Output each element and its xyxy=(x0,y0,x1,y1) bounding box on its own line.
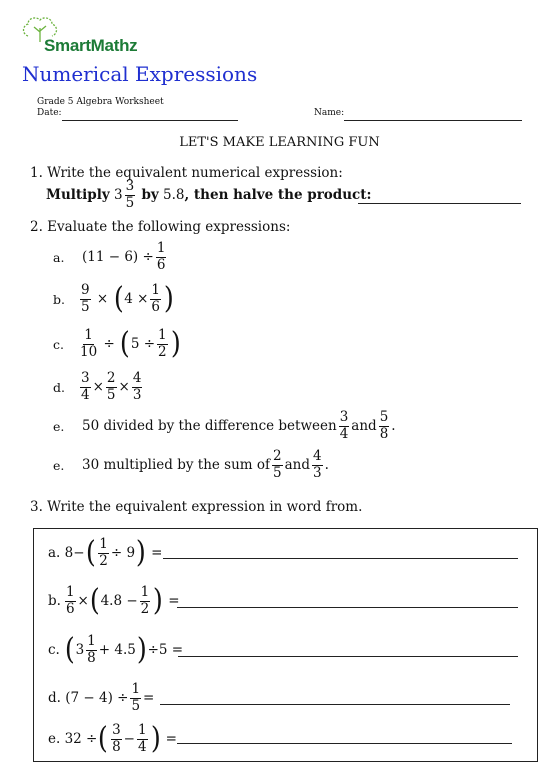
q2-item-e1: e. 50 divided by the difference between $\frac{3}{4}$ and $\frac{5}{8}$ . xyxy=(53,409,396,442)
q3-letter-d: d. xyxy=(48,690,61,706)
q3-c-answer-line[interactable] xyxy=(178,656,518,657)
q2-letter-c: c. xyxy=(53,336,64,352)
date-label: Date: xyxy=(37,108,62,118)
smartmathz-logo xyxy=(20,14,200,56)
tagline: LET'S MAKE LEARNING FUN xyxy=(179,135,380,150)
q3-item-d: d. (7 − 4) ÷ $\frac{1}{5}$ = xyxy=(48,681,155,714)
q2-e2-text: 30 multiplied by the sum of xyxy=(82,457,271,473)
q2-item-d: d. $\frac{3}{4}$ × $\frac{2}{5}$ × $\frac{4}{3}$ xyxy=(53,370,142,403)
q3-a-answer-line[interactable] xyxy=(163,558,518,559)
q1-answer-line[interactable] xyxy=(358,203,521,204)
q2-letter-e1: e. xyxy=(53,418,65,434)
grade-label: Grade 5 Algebra Worksheet xyxy=(37,97,164,107)
q2-e2-end: . xyxy=(324,457,329,473)
q1-mixed-whole: 3 xyxy=(113,187,123,203)
q1-bold-start: Multiply xyxy=(46,187,110,203)
worksheet-title: Numerical Expressions xyxy=(22,62,258,86)
q2-letter-b: b. xyxy=(53,291,65,307)
q2-e1-join: and xyxy=(351,418,377,434)
q1-mixed-den: 5 xyxy=(125,194,135,211)
date-line xyxy=(62,120,238,121)
q3-item-a: a. 8− ( $\frac{1}{2}$ ÷ 9 ) = xyxy=(48,535,163,570)
q1-expression xyxy=(46,180,372,210)
q3-e-answer-line[interactable] xyxy=(177,743,512,744)
q3-prompt: 3. Write the equivalent expression in word from. xyxy=(30,499,363,515)
q1-value: 5.8 xyxy=(163,187,185,203)
q3-item-e: e. 32 ÷ ( $\frac{3}{8}$ − $\frac{1}{4}$ ) = xyxy=(48,721,177,756)
q3-letter-c: c. xyxy=(48,642,60,658)
q3-item-b: b. $\frac{1}{6}$ × ( 4.8 − $\frac{1}{2}$ ) = xyxy=(48,583,180,618)
q2-item-b: b. $\frac{9}{5}$ × ( 4 × $\frac{1}{6}$ ) xyxy=(53,281,174,316)
q2-prompt: 2. Evaluate the following expressions: xyxy=(30,219,291,235)
q1-mixed-num: 3 xyxy=(125,178,135,194)
q1-bold-end: , then halve the product: xyxy=(184,187,372,203)
q1-by: by xyxy=(141,187,159,203)
q1-prompt: 1. Write the equivalent numerical expression: xyxy=(30,165,343,181)
q2-item-c: c. $\frac{1}{10}$ ÷ ( 5 ÷ $\frac{1}{2}$ ) xyxy=(53,326,181,361)
q3-d-answer-line[interactable] xyxy=(160,704,510,705)
q3-b-answer-line[interactable] xyxy=(177,607,518,608)
q2-e2-join: and xyxy=(284,457,311,473)
name-label: Name: xyxy=(314,108,345,118)
q2-e1-text: 50 divided by the difference between xyxy=(82,418,337,434)
q3-letter-e: e. xyxy=(48,731,61,747)
q2-item-e2: e. 30 multiplied by the sum of $\frac{2}{5}$ and $\frac{4}{3}$ . xyxy=(53,448,329,481)
q3-letter-b: b. xyxy=(48,593,61,609)
q3-letter-a: a. xyxy=(48,545,61,561)
q2-letter-d: d. xyxy=(53,379,65,395)
q2-item-a: a. (11 − 6) ÷ $\frac{1}{6}$ xyxy=(53,240,166,273)
name-line xyxy=(344,120,522,121)
q2-letter-a: a. xyxy=(53,249,65,265)
q2-letter-e2: e. xyxy=(53,457,65,473)
q3-item-c: c. ( 3 $\frac{1}{8}$ + 4.5 ) ÷5 = xyxy=(48,632,184,667)
brand-name: SmartMathz xyxy=(44,36,138,55)
q2-e1-end: . xyxy=(391,418,396,434)
